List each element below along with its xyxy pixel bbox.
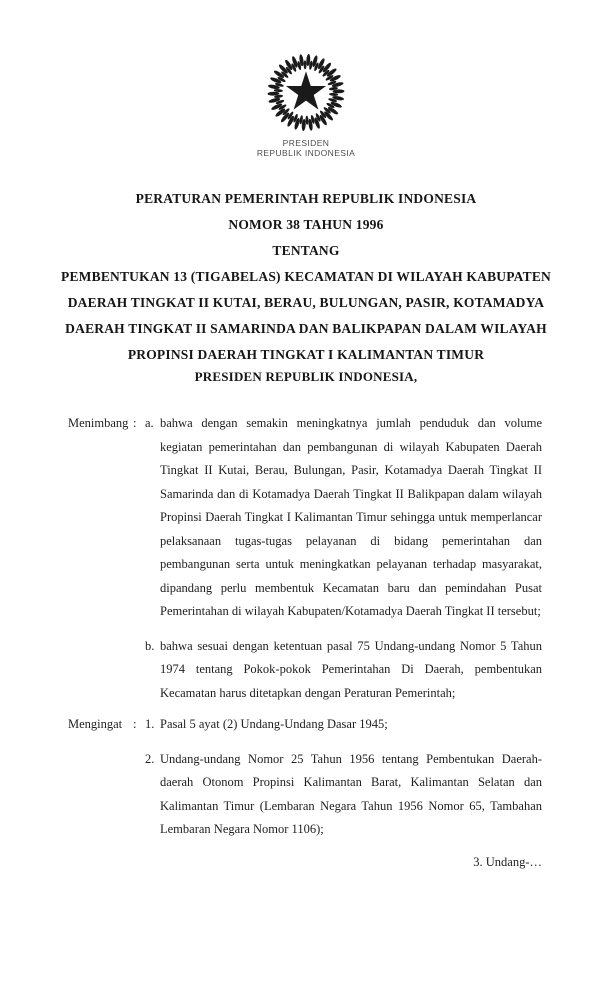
item-text: bahwa dengan semakin meningkatnya jumlah penduduk dan volume kegiatan pemerintahan dan pembangunan di wilayah Kabupaten Daerah Tingkat II Kutai, Berau, Bulungan, Pasir, Kotamadya Daerah Tingkat II Samarinda dan di Kotamadya Daerah Tingkat II Balikpapan dalam wilayah Propinsi Daerah Tingkat I Kalimantan Timur sehingga untuk memperlancar pelaksanaan tugas-tugas pelayanan di bidang pemerintahan dan pembangunan serta untuk meningkatkan pelayanan terhadap masyarakat, dipandang perlu membentuk Kecamatan baru dan pemindahan Pusat Pemerintahan di wilayah Kabupaten/Kotamadya Daerah Tingkat II tersebut; xyxy=(160,416,542,618)
seal-caption-presiden: PRESIDEN xyxy=(282,138,330,148)
doc-title-line-6: DAERAH TINGKAT II SAMARINDA DAN BALIKPAPAN DALAM WILAYAH xyxy=(65,321,547,336)
item-marker: 2. xyxy=(145,751,155,766)
clause-item-b xyxy=(145,635,542,706)
presidential-seal xyxy=(0,50,612,158)
star-icon xyxy=(286,71,326,109)
doc-title-line-4: PEMBENTUKAN 13 (TIGABELAS) KECAMATAN DI WILAYAH KABUPATEN xyxy=(61,269,551,284)
item-marker: a. xyxy=(145,416,154,430)
clause-item-2 xyxy=(145,748,542,842)
doc-title-line-2: NOMOR 38 TAHUN 1996 xyxy=(228,217,384,232)
clause-mengingat xyxy=(68,713,542,842)
item-text: bahwa sesuai dengan ketentuan pasal 75 Undang-undang Nomor 5 Tahun 1974 tentang Pokok-pokok Pemerintahan Di Daerah, pembentukan Kecamatan harus ditetapkan dengan Peraturan Pemerintah; xyxy=(160,638,542,700)
clause-menimbang xyxy=(68,412,542,705)
item-marker: 1. xyxy=(145,717,155,731)
doc-body xyxy=(68,412,542,874)
item-text: Undang-undang Nomor 25 Tahun 1956 tentang Pembentukan Daerah-daerah Otonom Propinsi Kalimantan Barat, Kalimantan Selatan dan Kalimantan Timur (Lembaran Negara Tahun 1956 Nomor 65, Tambahan Lembaran Negara Nomor 1106); xyxy=(160,751,542,836)
item-marker: b. xyxy=(145,638,155,653)
clause-label: Menimbang xyxy=(68,416,129,430)
item-text: Pasal 5 ayat (2) Undang-Undang Dasar 1945; xyxy=(160,717,388,731)
doc-title-block xyxy=(30,186,582,368)
catchword: 3. Undang-… xyxy=(473,854,542,869)
clause-label: Mengingat xyxy=(68,717,123,731)
clause-colon: : xyxy=(133,416,137,430)
clause-item-a xyxy=(145,412,542,624)
star-in-wreath-icon xyxy=(262,50,350,135)
doc-title-line-3: TENTANG xyxy=(272,243,340,258)
doc-title-line-7: PROPINSI DAERAH TINGKAT I KALIMANTAN TIMUR xyxy=(127,347,485,362)
preamble-heading: PRESIDEN REPUBLIK INDONESIA, xyxy=(194,369,418,384)
clause-item-1 xyxy=(145,713,542,737)
doc-title-line-1: PERATURAN PEMERINTAH REPUBLIK INDONESIA xyxy=(135,191,477,206)
clause-colon: : xyxy=(133,717,137,731)
seal-caption-republik-indonesia: REPUBLIK INDONESIA xyxy=(256,148,356,158)
doc-title-line-5: DAERAH TINGKAT II KUTAI, BERAU, BULUNGAN, PASIR, KOTAMADYA xyxy=(67,295,545,310)
